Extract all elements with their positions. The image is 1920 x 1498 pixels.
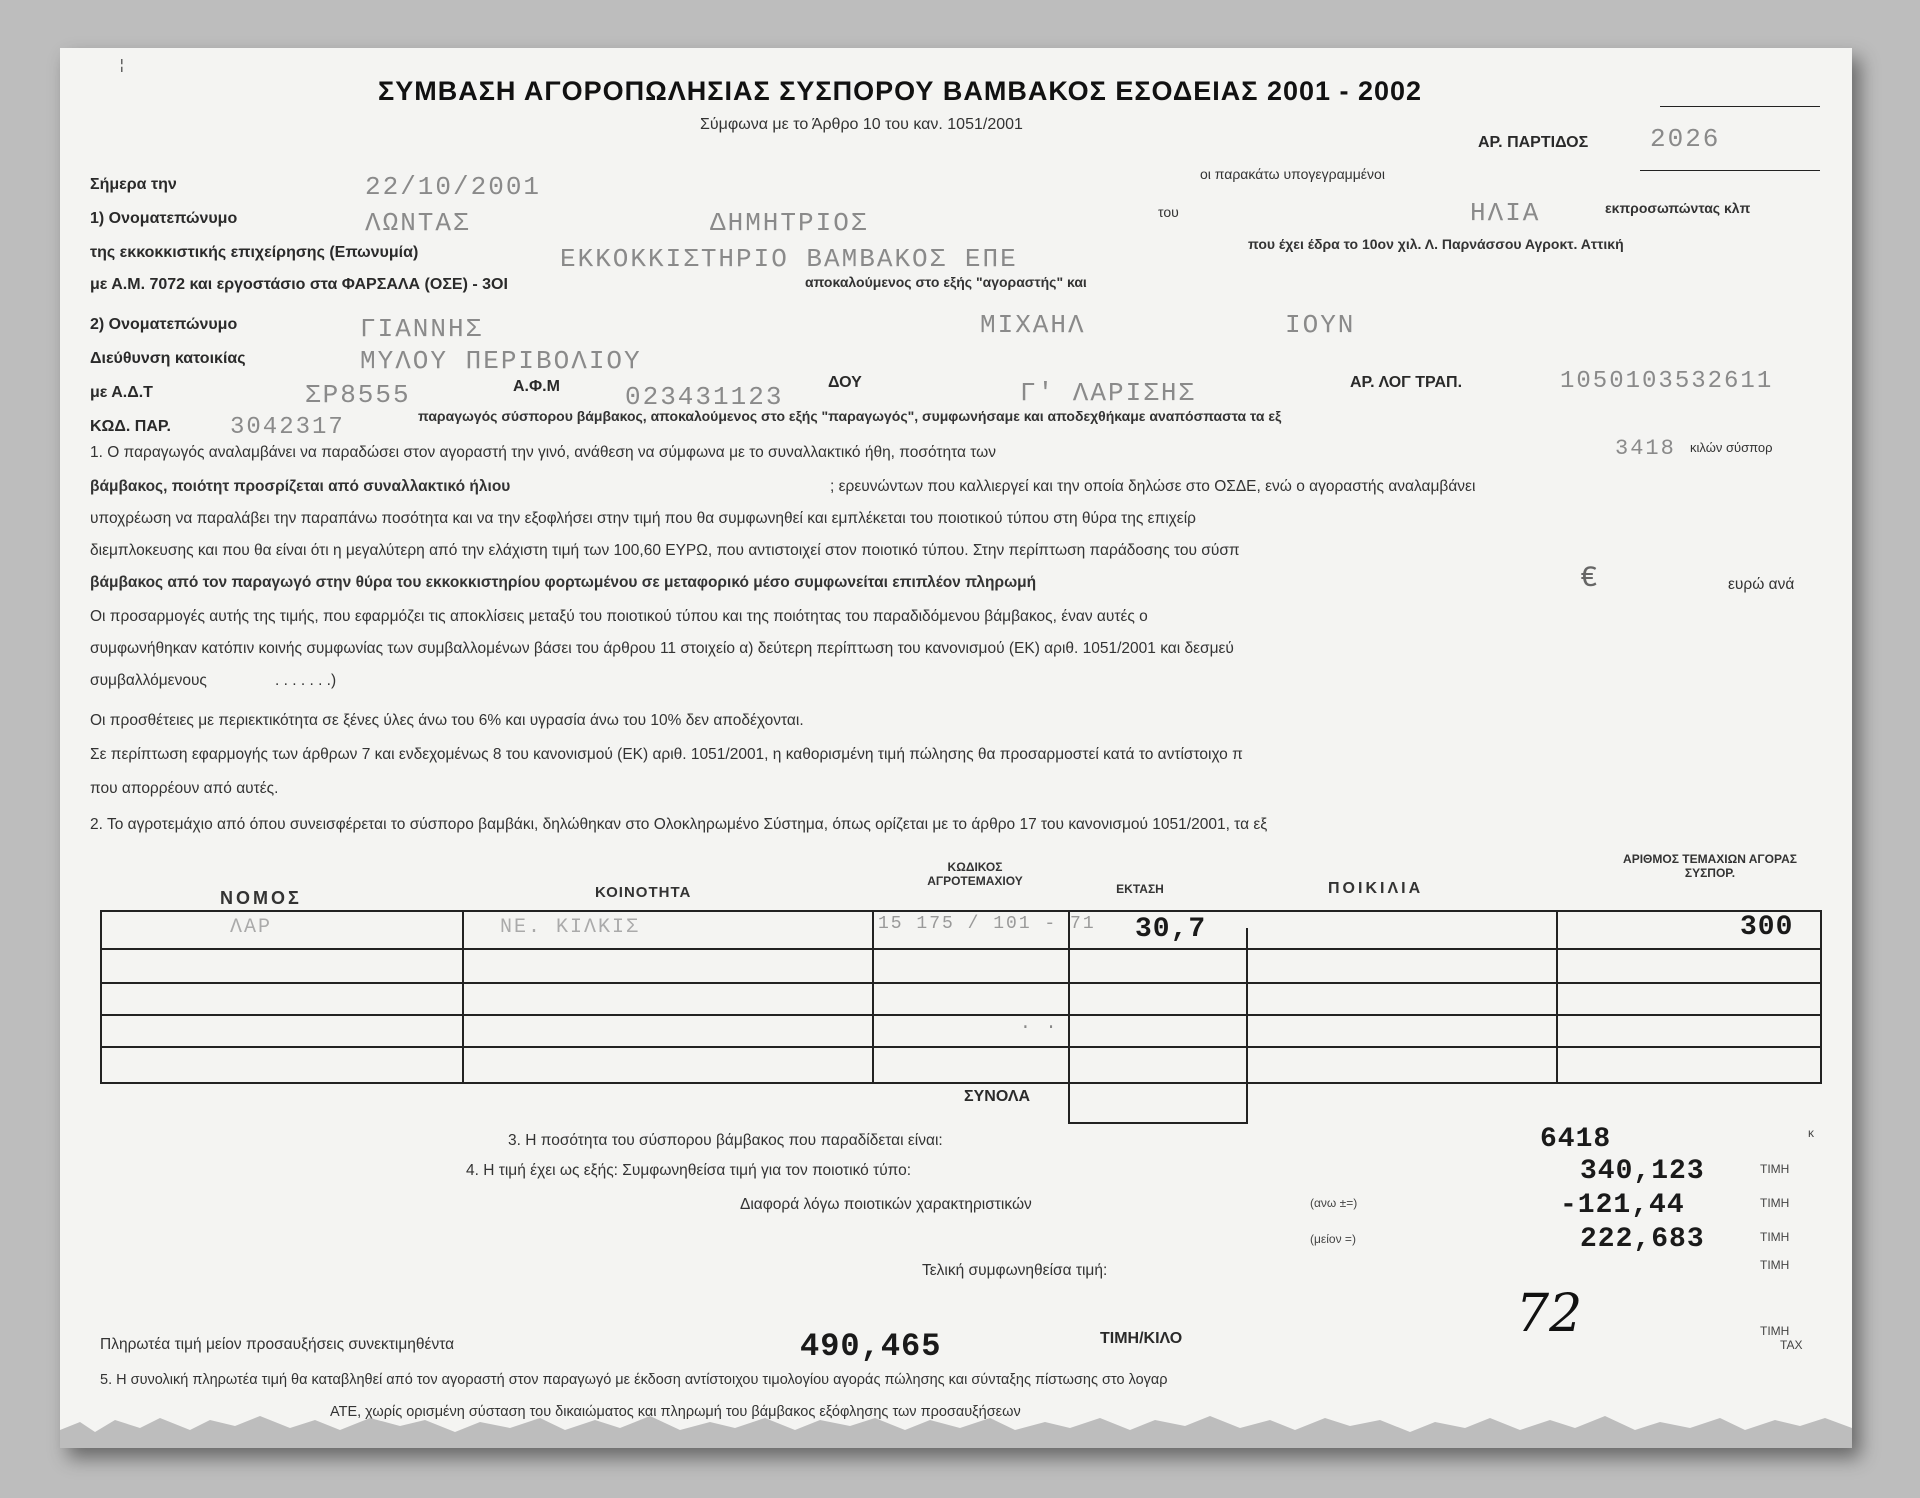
- table-rule: [100, 1082, 1820, 1084]
- summary-quantity-value: 6418: [1540, 1124, 1612, 1155]
- party2-afm-value: 023431123: [625, 382, 784, 412]
- clause2-line: 2. Το αγροτεμάχιο από όπου συνεισφέρεται το σύσπορο βαμβάκι, δηλώθηκαν στο Ολοκληρωμένο Σύστημα, όπως ορίζεται με το άρθρο 17 του κανονισμού 1051/2001, τα εξ: [90, 816, 1268, 833]
- table-stray-mark: . .: [1020, 1014, 1059, 1034]
- table-header-ektasi: ΕΚΤΑΣΗ: [1116, 882, 1164, 896]
- table-rule: [100, 982, 1820, 984]
- table-col-rule: [1246, 928, 1248, 1122]
- party2-bank-label: ΑΡ. ΛΟΓ ΤΡΑΠ.: [1350, 374, 1463, 391]
- undersigned-note: οι παρακάτω υπογεγραμμένοι: [1200, 166, 1385, 182]
- clause1-line-e: διεμπλοκευσης και που θα είναι ότι η μεγαλύτερη από την ελάχιστη τιμή των 100,60 ΕΥΡΩ, που αντιστοιχεί στον ποιοτικό τύπου. Στην περίπτωση παράδοσης του σύσπ: [90, 542, 1240, 559]
- table-header-nomos: ΝΟΜΟΣ: [220, 888, 302, 908]
- contract-document: [60, 48, 1852, 1448]
- clause1-line-d: υποχρέωση να παραλάβει την παραπάνω ποσότητα και να την εξοφλήσει στην τιμή που θα συμφωνηθεί και εμπλέκεται του ποιοτικού τύπου στη θύρα της επιχείρ: [90, 510, 1196, 527]
- clause1-qty: 3418: [1615, 436, 1676, 461]
- party2-at-value: ΣΡ8555: [305, 380, 411, 410]
- clause1-line-l: που απορρέουν από αυτές.: [90, 780, 279, 797]
- clause1-qty-unit: κιλών σύσπορ: [1690, 440, 1773, 455]
- table-rule: [100, 948, 1820, 950]
- clause1-line-h: συμφωνήθηκαν κατόπιν κοινής συμφωνίας των συμβαλλομένων βάσει του άρθρου 11 στοιχείο α) δεύτερη περίπτωση του κανονισμού (ΕΚ) αριθ. 1051/2001 και δεσμεύ: [90, 640, 1234, 657]
- clause1-line-a: 1. Ο παραγωγός αναλαμβάνει να παραδώσει στον αγοραστή την γινό, ανάθεση να σύμφωνα με το συναλλακτικό ήθη, ποσότητα των: [90, 444, 997, 461]
- payable-label: Πληρωτέα τιμή μείον προσαυξήσεις συνεκτιμηθέντα: [100, 1336, 455, 1353]
- table-header-arithmos: ΑΡΙΘΜΟΣ ΤΕΜΑΧΙΩΝ ΑΓΟΡΑΣ ΣΥΣΠΟΡ.: [1623, 852, 1797, 880]
- document-subtitle: Σύμφωνα με το Άρθρο 10 του καν. 1051/2001: [700, 116, 1023, 133]
- party2-address-label: Διεύθυνση κατοικίας: [90, 350, 246, 367]
- table-header-kodikos: ΚΩΔΙΚΟΣ ΑΓΡΟΤΕΜΑΧΙΟΥ: [927, 860, 1023, 888]
- party2-father: ΙΟΥΝ: [1285, 310, 1356, 340]
- summary-price-unit: ΤΙΜΗ: [1760, 1162, 1790, 1176]
- party2-doy-label: ΔΟΥ: [828, 374, 862, 391]
- table-col-rule: [872, 910, 874, 1084]
- party2-address: ΜΥΛΟΥ ΠΕΡΙΒΟΛΙΟΥ: [360, 346, 642, 376]
- summary-net-mid: (μείον =): [1310, 1232, 1356, 1246]
- party2-bank-value: 1050103532611: [1560, 368, 1774, 395]
- summary-net-value: 222,683: [1580, 1224, 1705, 1255]
- clause1-line-k: Σε περίπτωση εφαρμογής των άρθρων 7 και ενδεχομένως 8 του κανονισμού (ΕΚ) αριθ. 1051/2001, η καθορισμένη τιμή πώλησης θα προσαρμοστεί κατά το αντίστοιχο π: [90, 746, 1243, 763]
- clause1-f-value: €: [1580, 562, 1601, 596]
- clause5-line: 5. Η συνολική πληρωτέα τιμή θα καταβληθεί από τον αγοραστή στον παραγωγό με έκδοση αντίστοιχου τιμολογίου αγοράς πώλησης και σύνταξης πίστωσης στο λογαρ: [100, 1372, 1168, 1388]
- clause1-line-j: Οι προσθέτειες με περιεκτικότητα σε ξένες ύλες άνω του 6% και υγρασία άνω του 10% δεν αποδέχονται.: [90, 712, 804, 729]
- batch-box-line: [1660, 106, 1820, 107]
- table-col-rule: [1820, 910, 1822, 1084]
- party1-father-label: του: [1158, 204, 1179, 220]
- party1-father: ΗΛΙΑ: [1470, 198, 1541, 228]
- payable-value: 490,465: [800, 1328, 942, 1365]
- party2-role-text: παραγωγός σύσπορου βάμβακος, αποκαλούμενος στο εξής "παραγωγός", συμφωνήσαμε και αποδεχθήκαμε αναπόσπαστα τα εξ: [418, 408, 1282, 424]
- summary-final-handwritten: 72: [1516, 1284, 1583, 1344]
- table-row-1-koinotita: ΝΕ. ΚΙΛΚΙΣ: [500, 916, 641, 939]
- table-row-1-ektasi: 30,7: [1135, 914, 1207, 945]
- table-col-rule: [1556, 910, 1558, 1084]
- clause5-line-b: ΑΤΕ, χωρίς ορισμένη σύσταση του δικαιώματος και πληρωμή του βάμβακος εξόφλησης των προσαυξήσεων: [330, 1404, 1021, 1420]
- clause1-line-b: βάμβακος, ποιότητ προσρίζεται από συναλλακτικό ήλιου: [90, 478, 511, 495]
- table-row-1-arithmos: 300: [1740, 912, 1794, 943]
- batch-label: ΑΡ. ΠΑΡΤΙΔΟΣ: [1478, 134, 1589, 151]
- date-label: Σήμερα την: [90, 176, 177, 193]
- party2-at-label: με Α.Δ.Τ: [90, 384, 153, 401]
- summary-final-unit: ΤΙΜΗ: [1760, 1324, 1790, 1338]
- party2-doy-value: Γ' ΛΑΡΙΣΗΣ: [1020, 378, 1197, 408]
- summary-net-unit2: ΤΙΜΗ: [1760, 1258, 1790, 1272]
- party2-surname: ΓΙΑΝΝΗΣ: [360, 314, 484, 344]
- party1-company: ΕΚΚΟΚΚΙΣΤΗΡΙΟ ΒΑΜΒΑΚΟΣ ΕΠΕ: [560, 244, 1018, 274]
- totals-box-rule: [1068, 1122, 1248, 1124]
- summary-diff-mid: (ανω ±=): [1310, 1196, 1358, 1210]
- clause1-line-c: ; ερευνώντων που καλλιεργεί και την οποία δηλώσε στο ΟΣΔΕ, ενώ ο αγοραστής αναλαμβάνει: [830, 478, 1476, 495]
- torn-edge: [60, 1390, 1852, 1448]
- payable-mid: ΤΙΜΗ/ΚΙΛΟ: [1100, 1330, 1183, 1347]
- batch-value: 2026: [1650, 124, 1721, 154]
- clause1-line-i: συμβαλλόμενους: [90, 672, 207, 689]
- party2-afm-label: Α.Φ.Μ: [513, 378, 560, 395]
- clause1-f-end: ευρώ ανά: [1728, 576, 1795, 593]
- summary-diff-label: Διαφορά λόγω ποιοτικών χαρακτηριστικών: [740, 1196, 1032, 1213]
- party1-am-text: με Α.Μ. 7072 και εργοστάσιο στα ΦΑΡΣΑΛΑ (ΟΣΕ) - 3ΟΙ: [90, 276, 508, 293]
- payable-unit: ΤΑΧ: [1780, 1338, 1803, 1352]
- table-rule: [100, 1046, 1820, 1048]
- table-header-poikilia: ΠΟΙΚΙΛΙΑ: [1328, 880, 1424, 897]
- summary-diff-value: -121,44: [1560, 1190, 1685, 1221]
- summary-net-unit: ΤΙΜΗ: [1760, 1230, 1790, 1244]
- table-rule: [100, 910, 1820, 912]
- summary-price-value: 340,123: [1580, 1156, 1705, 1187]
- table-row-1-kodikos: 15 175 / 101 - 71: [878, 914, 1096, 934]
- party1-label: 1) Ονοματεπώνυμο: [90, 210, 238, 227]
- table-header-koinotita: ΚΟΙΝΟΤΗΤΑ: [595, 884, 692, 901]
- table-col-rule: [462, 910, 464, 1084]
- batch-box-line-bottom: [1640, 170, 1820, 171]
- table-col-rule: [1068, 910, 1070, 1122]
- party2-kod-label: ΚΩΔ. ΠΑΡ.: [90, 418, 171, 435]
- summary-final-label: Τελική συμφωνηθείσα τιμή:: [922, 1262, 1108, 1279]
- party1-hq-text: που έχει έδρα το 10ον χιλ. Λ. Παρνάσσου Αγροκτ. Αττική: [1248, 236, 1624, 252]
- document-title: ΣΥΜΒΑΣΗ ΑΓΟΡΟΠΩΛΗΣΙΑΣ ΣΥΣΠΟΡΟΥ ΒΑΜΒΑΚΟΣ ΕΣΟΔΕΙΑΣ 2001 - 2002: [378, 76, 1423, 106]
- party1-surname: ΛΩΝΤΑΣ: [365, 208, 471, 238]
- summary-price-label: 4. Η τιμή έχει ως εξής: Συμφωνηθείσα τιμή για τον ποιοτικό τύπο:: [466, 1162, 912, 1179]
- summary-quantity-label: 3. Η ποσότητα του σύσπορου βάμβακος που παραδίδεται είναι:: [508, 1132, 943, 1149]
- clause1-line-g: Οι προσαρμογές αυτής της τιμής, που εφαρμόζει τις αποκλίσεις μεταξύ του ποιοτικού τύπου και της ποιότητας του παραδιδόμενου βάμβακος, έναν αυτές ο: [90, 608, 1148, 625]
- party2-label: 2) Ονοματεπώνυμο: [90, 316, 238, 333]
- header-corner-mark: ¦: [120, 56, 124, 72]
- clause1-line-i-blank: . . . . . . .): [275, 672, 337, 689]
- party1-label2: της εκκοκκιστικής επιχείρησης (Επωνυμία): [90, 244, 419, 261]
- party2-firstname: ΜΙΧΑΗΛ: [980, 310, 1086, 340]
- totals-label: ΣΥΝΟΛΑ: [964, 1088, 1031, 1105]
- summary-quantity-unit: κ: [1808, 1126, 1814, 1140]
- table-row-1-nomos: ΛΑΡ: [230, 916, 273, 939]
- date-value: 22/10/2001: [365, 172, 542, 202]
- party2-kod-value: 3042317: [230, 414, 345, 441]
- clause1-line-f: βάμβακος από τον παραγωγό στην θύρα του εκκοκκιστηρίου φορτωμένου σε μεταφορικό μέσο συμφωνείται επιπλέον πληρωμή: [90, 574, 1037, 591]
- party1-firstname: ΔΗΜΗΤΡΙΟΣ: [710, 208, 869, 238]
- table-col-rule: [100, 910, 102, 1084]
- party1-represent-text: εκπροσωπώντας κλπ: [1605, 200, 1751, 216]
- summary-diff-unit: ΤΙΜΗ: [1760, 1196, 1790, 1210]
- party1-role-text: αποκαλούμενος στο εξής "αγοραστής" και: [805, 274, 1087, 290]
- table-rule: [100, 1014, 1820, 1016]
